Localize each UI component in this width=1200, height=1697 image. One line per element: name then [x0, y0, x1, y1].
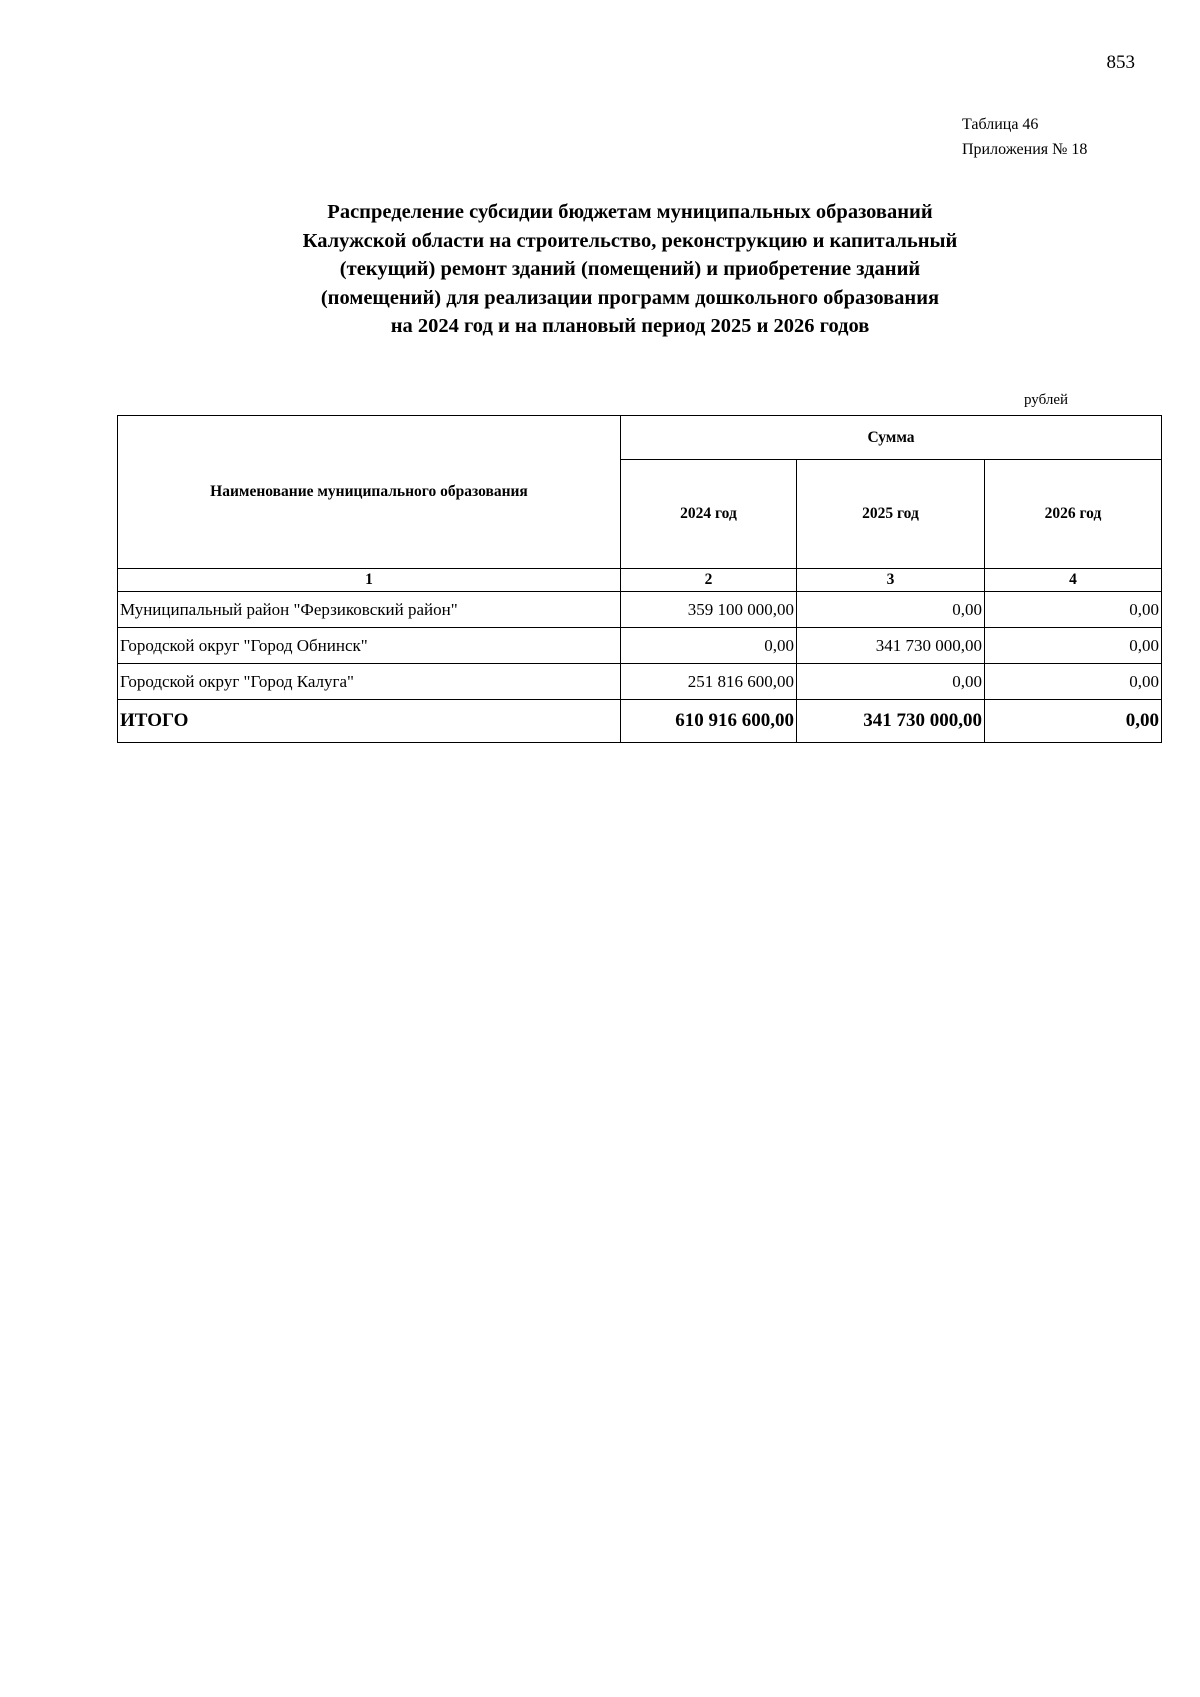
- municipality-name: Муниципальный район "Ферзиковский район": [118, 592, 621, 628]
- total-2024: 610 916 600,00: [621, 700, 797, 743]
- table-reference: [962, 112, 1087, 162]
- amount-2026: 0,00: [985, 592, 1162, 628]
- appendix-number: Приложения № 18: [962, 141, 1088, 158]
- header-year-2026: 2026 год: [985, 460, 1162, 569]
- document-title: [150, 198, 1110, 341]
- subsidy-table: [117, 415, 1162, 743]
- title-line: (помещений) для реализации программ дошкольного образования: [320, 286, 940, 309]
- title-line: на 2024 год и на плановый период 2025 и 2026 годов: [390, 315, 870, 337]
- total-2025: 341 730 000,00: [797, 700, 985, 743]
- column-number-row: [118, 569, 1162, 592]
- table-row: [118, 628, 1162, 664]
- table-number: Таблица 46: [962, 116, 1039, 133]
- amount-2025: 0,00: [797, 664, 985, 700]
- total-row: [118, 700, 1162, 743]
- header-year-2025: 2025 год: [797, 460, 985, 569]
- municipality-name: Городской округ "Город Калуга": [118, 664, 621, 700]
- title-line: Распределение субсидии бюджетам муниципальных образований: [327, 201, 933, 223]
- column-number: 1: [118, 569, 621, 592]
- amount-2024: 0,00: [621, 628, 797, 664]
- amount-2024: 359 100 000,00: [621, 592, 797, 628]
- amount-2026: 0,00: [985, 664, 1162, 700]
- municipality-name: Городской округ "Город Обнинск": [118, 628, 621, 664]
- table-row: [118, 664, 1162, 700]
- header-sum: Сумма: [621, 416, 1162, 460]
- column-number: 3: [797, 569, 985, 592]
- column-number: 4: [985, 569, 1162, 592]
- total-2026: 0,00: [985, 700, 1162, 743]
- amount-2025: 0,00: [797, 592, 985, 628]
- units-label: рублей: [1024, 392, 1069, 408]
- title-line: Калужской области на строительство, реконструкцию и капитальный: [302, 229, 958, 252]
- amount-2025: 341 730 000,00: [797, 628, 985, 664]
- table-row: [118, 592, 1162, 628]
- header-year-2024: 2024 год: [621, 460, 797, 569]
- total-label: ИТОГО: [118, 700, 621, 743]
- amount-2026: 0,00: [985, 628, 1162, 664]
- title-line: (текущий) ремонт зданий (помещений) и приобретение зданий: [339, 258, 921, 280]
- amount-2024: 251 816 600,00: [621, 664, 797, 700]
- header-municipality-name: Наименование муниципального образования: [118, 416, 621, 569]
- column-number: 2: [621, 569, 797, 592]
- page-number: 853: [1106, 52, 1135, 73]
